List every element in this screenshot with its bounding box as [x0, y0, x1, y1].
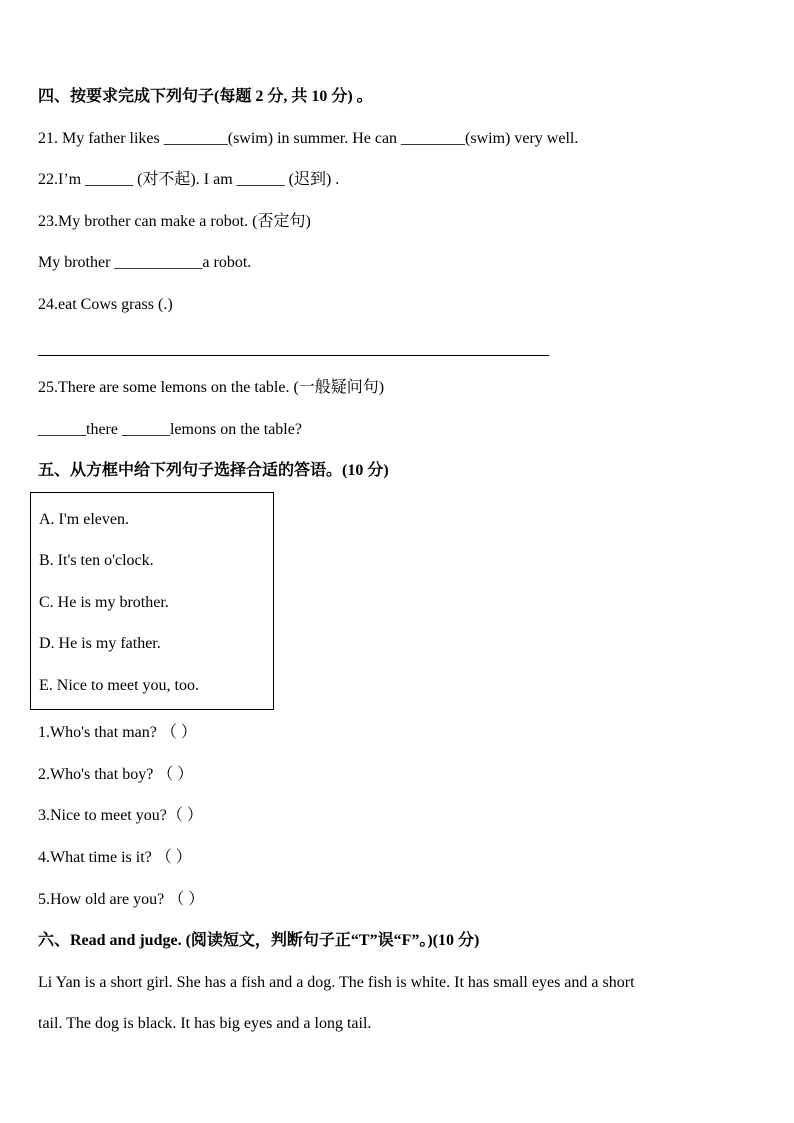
matching-question-2: 2.Who's that boy? （ ） [38, 766, 194, 783]
question-23: 23.My brother can make a robot. (否定句) [38, 213, 311, 230]
reading-paragraph-line-2: tail. The dog is black. It has big eyes and a long tail. [38, 1015, 372, 1032]
options-box [30, 492, 274, 710]
matching-question-1: 1.Who's that man? （ ） [38, 724, 197, 741]
section-4-heading: 四、按要求完成下列句子(每题 2 分, 共 10 分) 。 [38, 88, 373, 105]
option-a: A. I'm eleven. [39, 511, 129, 528]
matching-question-3: 3.Nice to meet you?（ ） [38, 807, 203, 824]
option-b: B. It's ten o'clock. [39, 552, 154, 569]
option-c: C. He is my brother. [39, 594, 169, 611]
answer-line [38, 355, 549, 356]
section-5-heading: 五、从方框中给下列句子选择合适的答语。(10 分) [38, 462, 389, 479]
section-6-heading: 六、Read and judge. (阅读短文，判断句子正“T”误“F”。)(10 分) [38, 932, 480, 949]
question-25-answer: ______there ______lemons on the table? [38, 421, 302, 438]
option-e: E. Nice to meet you, too. [39, 677, 199, 694]
question-22: 22.I’m ______ (对不起). I am ______ (迟到) . [38, 171, 340, 188]
question-21: 21. My father likes ________(swim) in summer. He can ________(swim) very well. [38, 130, 579, 147]
matching-question-4: 4.What time is it? （ ） [38, 849, 192, 866]
question-25: 25.There are some lemons on the table. (一般疑问句) [38, 379, 385, 396]
option-d: D. He is my father. [39, 635, 161, 652]
reading-paragraph-line-1: Li Yan is a short girl. She has a fish and a dog. The fish is white. It has small eyes and a short [38, 974, 635, 991]
question-24: 24.eat Cows grass (.) [38, 296, 173, 313]
question-23-answer: My brother ___________a robot. [38, 254, 252, 271]
matching-question-5: 5.How old are you? （ ） [38, 891, 205, 908]
